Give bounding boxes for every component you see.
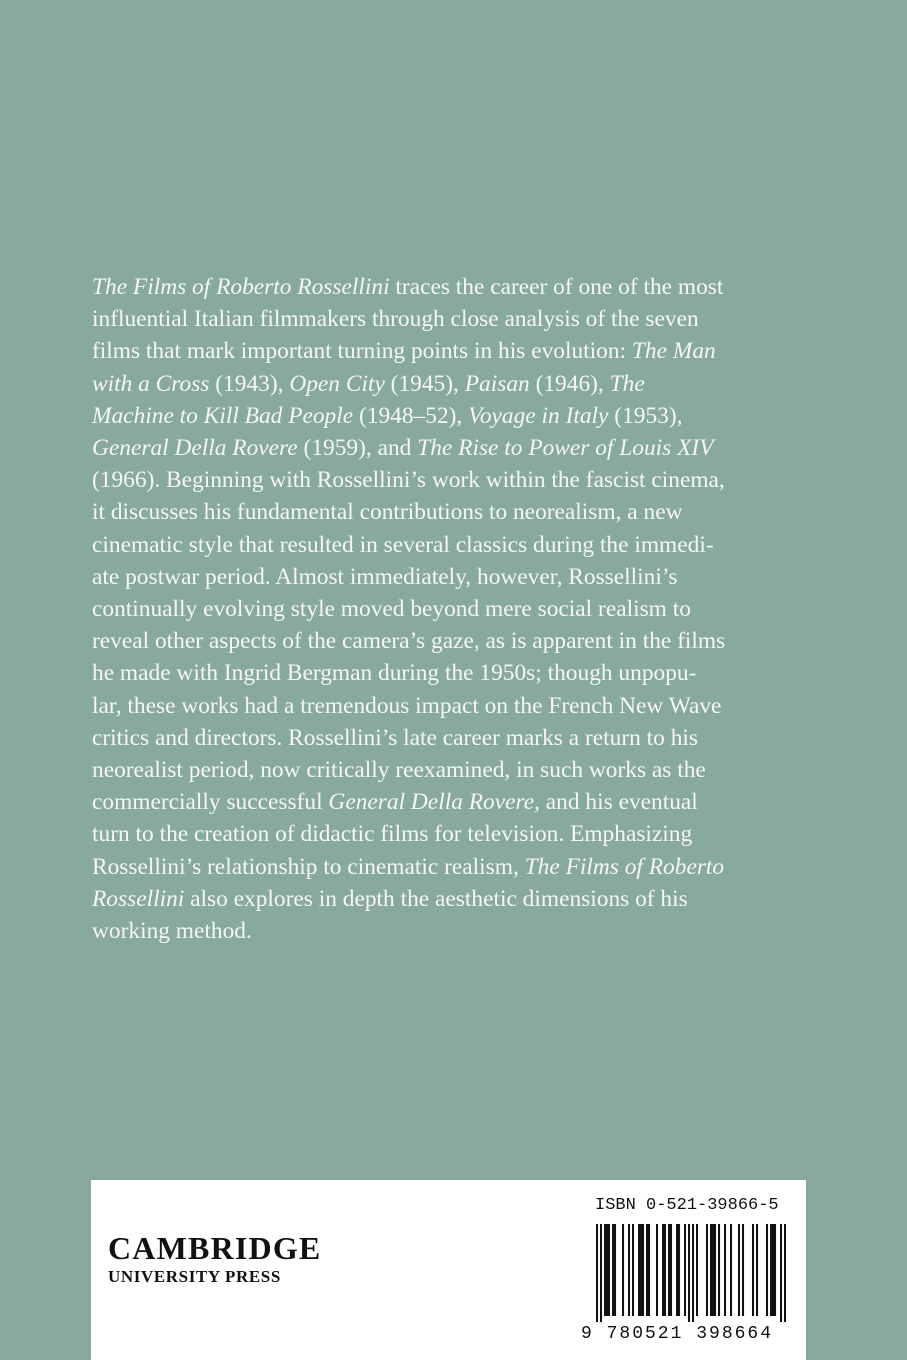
- film-title: The Rise to Power of Louis XIV: [417, 435, 714, 462]
- blurb-line: [92, 754, 792, 786]
- blurb-text-run: neorealist period, now critically reexamined, in such works as the: [92, 757, 706, 784]
- barcode-bar: [772, 1224, 774, 1316]
- blurb-line: [92, 464, 792, 496]
- barcode-bar: [766, 1224, 768, 1316]
- publisher-subname: UNIVERSITY PRESS: [108, 1267, 281, 1286]
- blurb-line: [92, 690, 792, 722]
- barcode-bar: [712, 1224, 714, 1316]
- barcode-bar: [774, 1224, 776, 1316]
- blurb-text-run: (1943),: [209, 370, 290, 397]
- blurb-text-run: (1953),: [608, 402, 683, 429]
- barcode-bar: [692, 1224, 694, 1322]
- barcode-bar: [710, 1224, 712, 1316]
- blurb-text-run: working method.: [92, 918, 252, 945]
- barcode-bar: [706, 1224, 708, 1316]
- blurb-line: [92, 368, 792, 400]
- blurb-line: [92, 561, 792, 593]
- barcode-bar: [612, 1224, 614, 1316]
- blurb-line: [92, 496, 792, 528]
- barcode-bar: [738, 1224, 740, 1316]
- blurb-text-run: influential Italian filmmakers through close analysis of the seven: [92, 306, 699, 333]
- barcode-bar: [642, 1224, 644, 1316]
- blurb-text-run: cinematic style that resulted in several classics during the immedi-: [92, 531, 714, 558]
- blurb-text-run: (1948–52),: [353, 402, 469, 429]
- blurb-line: [92, 915, 792, 947]
- barcode-bar: [696, 1224, 698, 1316]
- barcode-bar: [724, 1224, 726, 1316]
- blurb-text-run: (1945),: [384, 370, 465, 397]
- isbn-label: ISBN 0-521-39866-5: [595, 1196, 779, 1215]
- blurb-line: [92, 851, 792, 883]
- barcode-bar: [742, 1224, 744, 1316]
- film-title: Rossellini: [92, 885, 185, 912]
- blurb-text-run: continually evolving style moved beyond mere social realism to: [92, 596, 691, 623]
- blurb-text-run: he made with Ingrid Bergman during the 1950s; though unpopu-: [92, 660, 697, 687]
- blurb-text-run: turn to the creation of didactic films for television. Emphasizing: [92, 821, 693, 848]
- blurb-text-run: it discusses his fundamental contributions to neorealism, a new: [92, 499, 683, 526]
- blurb-line: [92, 335, 792, 367]
- barcode-bar: [670, 1224, 672, 1316]
- barcode-bar: [668, 1224, 670, 1316]
- blurb-line: [92, 271, 792, 303]
- barcode-bar: [640, 1224, 642, 1316]
- blurb-text-run: ate postwar period. Almost immediately, however, Rossellini’s: [92, 563, 678, 590]
- blurb-line: [92, 400, 792, 432]
- barcode-bar: [614, 1224, 616, 1316]
- film-title: The Films of Roberto Rossellini: [92, 274, 390, 300]
- blurb-text-run: (1959), and: [297, 435, 418, 462]
- blurb-line: [92, 786, 792, 818]
- back-cover-blurb: [92, 271, 792, 947]
- blurb-text-run: lar, these works had a tremendous impact on the French New Wave: [92, 692, 722, 719]
- barcode-bar: [770, 1224, 772, 1316]
- publisher-logo: [108, 1231, 321, 1287]
- barcode-bar: [628, 1224, 630, 1316]
- barcode-bar: [606, 1224, 608, 1316]
- barcode-bar: [688, 1224, 690, 1322]
- barcode-bar: [600, 1224, 602, 1322]
- blurb-text-run: commercially successful: [92, 789, 329, 816]
- blurb-line: [92, 625, 792, 657]
- barcode-bar: [632, 1224, 634, 1316]
- blurb-text-run: reveal other aspects of the camera’s gaze, as is apparent in the films: [92, 628, 726, 655]
- barcode-bar: [714, 1224, 716, 1316]
- film-title: Paisan: [464, 370, 530, 397]
- film-title: Open City: [289, 370, 385, 397]
- film-title: with a Cross: [92, 370, 210, 397]
- blurb-line: [92, 722, 792, 754]
- barcode-bar: [604, 1224, 606, 1316]
- blurb-line: [92, 593, 792, 625]
- blurb-text-run: critics and directors. Rossellini’s late career marks a return to his: [92, 724, 699, 751]
- barcode-bar: [718, 1224, 720, 1316]
- film-title: Voyage in Italy: [468, 402, 609, 429]
- publisher-name: CAMBRIDGE: [108, 1230, 322, 1266]
- blurb-text-run: (1946),: [529, 370, 610, 397]
- barcode-bar: [684, 1224, 686, 1316]
- blurb-line: [92, 657, 792, 689]
- barcode-bar: [638, 1224, 640, 1316]
- film-title: General Della Rovere,: [328, 789, 540, 816]
- blurb-text-run: traces the career of one of the most: [389, 274, 724, 300]
- blurb-line: [92, 529, 792, 561]
- barcode-bar: [662, 1224, 664, 1316]
- barcode-bar: [622, 1224, 624, 1316]
- blurb-text-run: Rossellini’s relationship to cinematic realism,: [92, 853, 525, 880]
- film-title: General Della Rovere: [92, 435, 298, 462]
- barcode-bar: [596, 1224, 598, 1322]
- barcode-bar: [608, 1224, 610, 1316]
- barcode-bar: [664, 1224, 666, 1316]
- blurb-line: [92, 883, 792, 915]
- publisher-panel: [91, 1180, 806, 1360]
- blurb-text-run: (1966). Beginning with Rossellini’s work within the fascist cinema,: [92, 467, 725, 494]
- barcode-bar: [780, 1224, 782, 1322]
- blurb-line: [92, 432, 792, 464]
- blurb-paragraph: [92, 271, 792, 947]
- barcode-number: 9 780521 398664: [581, 1324, 774, 1344]
- barcode-bar: [730, 1224, 732, 1316]
- blurb-text-run: films that mark important turning points in his evolution:: [92, 338, 632, 365]
- blurb-line: [92, 303, 792, 335]
- barcode-bar: [678, 1224, 680, 1316]
- film-title: The Man: [631, 338, 716, 365]
- barcode-bar: [656, 1224, 658, 1316]
- film-title: The: [609, 370, 645, 397]
- film-title: The Films of Roberto: [524, 853, 725, 880]
- blurb-text-run: also explores in depth the aesthetic dimensions of his: [184, 885, 688, 912]
- blurb-line: [92, 818, 792, 850]
- barcode-bar: [646, 1224, 648, 1316]
- barcode-bar: [756, 1224, 758, 1316]
- blurb-text-run: and his eventual: [539, 789, 698, 816]
- barcode-bar: [784, 1224, 786, 1322]
- barcode-bar: [676, 1224, 678, 1316]
- barcode-bar: [648, 1224, 650, 1316]
- film-title: Machine to Kill Bad People: [92, 402, 354, 429]
- barcode-bar: [752, 1224, 754, 1316]
- barcode: [596, 1224, 786, 1322]
